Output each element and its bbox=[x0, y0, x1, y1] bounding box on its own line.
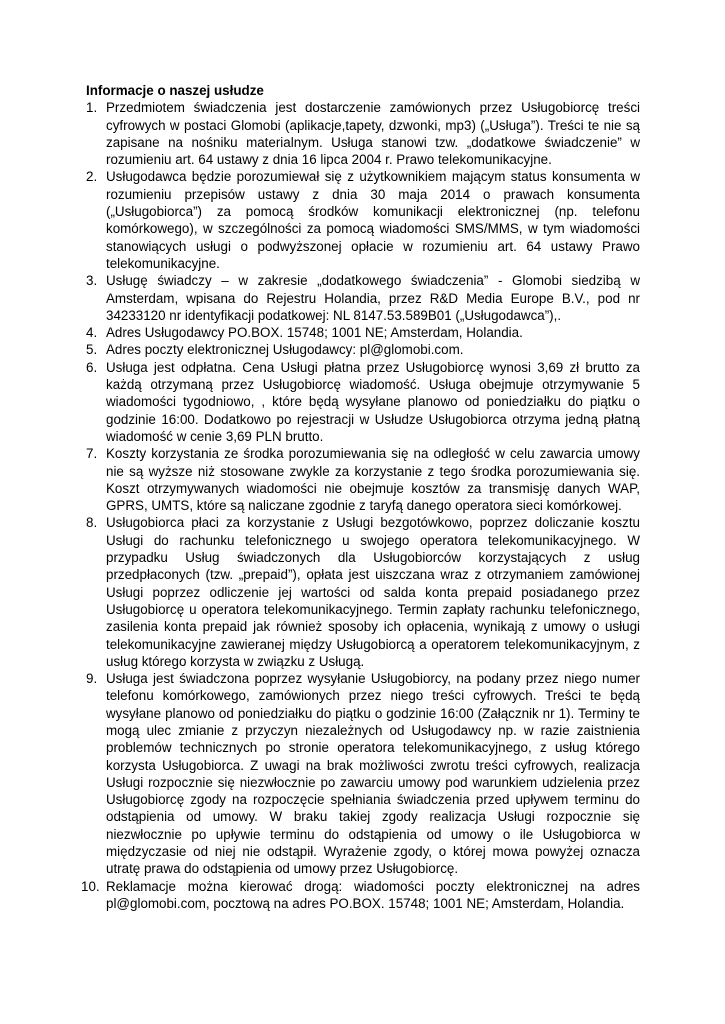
item-text: Usługę świadczy – w zakresie „dodatkowego świadczenia” - Glomobi siedzibą w Amsterdam, wpisana do Rejestru Holandia, przez R&D Media Europe B.V., pod nr 34233120 nr identyfikacji podatkowej: NL 8147.53.589B01 („Usługodawca”),. bbox=[106, 273, 640, 323]
list-item bbox=[86, 99, 640, 168]
item-number: 5. bbox=[86, 342, 98, 358]
item-number: 10. bbox=[81, 878, 100, 894]
terms-list bbox=[81, 99, 640, 912]
document-page bbox=[81, 82, 640, 912]
item-number: 9. bbox=[86, 671, 98, 687]
list-item bbox=[86, 272, 640, 324]
item-text: Usługa jest odpłatna. Cena Usługi płatna przez Usługobiorcę wynosi 3,69 zł brutto za każdą otrzymaną przez Usługobiorcę wiadomość. Usługa obejmuje otrzymywanie 5 wiadomości tygodniowo, , które będą wysyłane planowo od poniedziałku do piątku o godzinie 16:00. Dodatkowo po rejestracji w Usłudze Usługobiorca otrzyma jedną płatną wiadomość w cenie 3,69 PLN brutto. bbox=[106, 359, 640, 444]
item-text: Koszty korzystania ze środka porozumiewania się na odległość w celu zawarcia umowy nie są wyższe niż stosowane zwykle za korzystanie z tego środka porozumiewania się. Koszt otrzymywanych wiadomości nie obejmuje kosztów za transmisję danych WAP, GPRS, UMTS, które są naliczane zgodnie z taryfą danego operatora sieci komórkowej. bbox=[106, 446, 640, 514]
item-number: 7. bbox=[86, 446, 98, 462]
list-item bbox=[86, 341, 640, 358]
item-number: 2. bbox=[86, 169, 98, 185]
item-text: Reklamacje można kierować drogą: wiadomości poczty elektronicznej na adres pl@glomobi.com, pocztową na adres PO.BOX. 15748; 1001 NE; Amsterdam, Holandia. bbox=[106, 878, 640, 911]
list-item bbox=[86, 168, 640, 272]
item-text: Usługa jest świadczona poprzez wysyłanie Usługobiorcy, na podany przez niego numer telefonu komórkowego, zamówionych przez niego treści cyfrowych. Treści te będą wysyłane planowo od poniedziałku do piątku o godzinie 16:00 (Załącznik nr 1). Terminy te mogą ulec zmianie z przyczyn niezależnych od Usługodawcy np. w razie zaistnienia problemów technicznych po stronie operatora telekomunikacyjnego, z usług którego korzysta Usługobiorca. Z uwagi na brak możliwości zwrotu treści cyfrowych, realizacja Usługi rozpocznie się niezwłocznie po zawarciu umowy pod warunkiem udzielenia przez Usługobiorcę zgody na rozpoczęcie spełniania świadczenia przed upływem terminu do odstąpienia od umowy. W braku takiej zgody realizacja Usługi rozpocznie się niezwłocznie po upływie terminu do odstąpienia od umowy o ile Usługobiorca w międzyczasie od niej nie odstąpił. Wyrażenie zgody, o której mowa powyżej oznacza utratę prawa do odstąpienia od umowy przez Usługobiorcę. bbox=[106, 671, 640, 877]
item-number: 1. bbox=[86, 100, 98, 116]
item-text: Usługobiorca płaci za korzystanie z Usługi bezgotówkowo, poprzez doliczanie kosztu Usługi do rachunku telefonicznego u swojego operatora telekomunikacyjnego. W przypadku Usług świadczonych dla Usługobiorców korzystających z usług przedpłaconych (tzw. „prepaid”), opłata jest uiszczana wraz z otrzymaniem zamówionej Usługi poprzez odliczenie jej wartości od salda konta prepaid posiadanego przez Usługobiorcę u operatora telekomunikacyjnego. Termin zapłaty rachunku telefonicznego, zasilenia konta prepaid jak również sposoby ich opłacenia, wynikają z umowy o usługi telekomunikacyjne zawieranej między Usługobiorcą a operatorem telekomunikacyjnym, z usług którego korzysta w związku z Usługą. bbox=[106, 515, 640, 669]
item-text: Adres Usługodawcy PO.BOX. 15748; 1001 NE; Amsterdam, Holandia. bbox=[106, 325, 523, 341]
list-item bbox=[86, 359, 640, 445]
item-text: Usługodawca będzie porozumiewał się z użytkownikiem mającym status konsumenta w rozumieniu przepisów ustawy z dnia 30 maja 2014 o prawach konsumenta („Usługobiorca”) za pomocą środków komunikacji elektronicznej (np. telefonu komórkowego), w szczególności za pomocą wiadomości SMS/MMS, w tym wiadomości stanowiących usługi o podwyższonej opłacie w rozumieniu art. 64 ustawy Prawo telekomunikacyjne. bbox=[106, 169, 640, 271]
list-item bbox=[86, 670, 640, 878]
item-number: 8. bbox=[86, 515, 98, 531]
list-item bbox=[86, 445, 640, 514]
item-text: Adres poczty elektronicznej Usługodawcy: pl@glomobi.com. bbox=[106, 342, 464, 358]
list-item bbox=[81, 878, 640, 913]
item-number: 4. bbox=[86, 325, 98, 341]
document-title: Informacje o naszej usłudze bbox=[86, 83, 264, 98]
list-item bbox=[86, 514, 640, 670]
item-number: 6. bbox=[86, 359, 98, 375]
item-number: 3. bbox=[86, 273, 98, 289]
list-item bbox=[86, 324, 640, 341]
item-text: Przedmiotem świadczenia jest dostarczenie zamówionych przez Usługobiorcę treści cyfrowych w postaci Glomobi (aplikacje,tapety, dzwonki, mp3) („Usługa”). Treści te nie są zapisane na nośniku materialnym. Usługa stanowi tzw. „dodatkowe świadczenie” w rozumieniu art. 64 ustawy z dnia 16 lipca 2004 r. Prawo telekomunikacyjne. bbox=[106, 100, 640, 168]
